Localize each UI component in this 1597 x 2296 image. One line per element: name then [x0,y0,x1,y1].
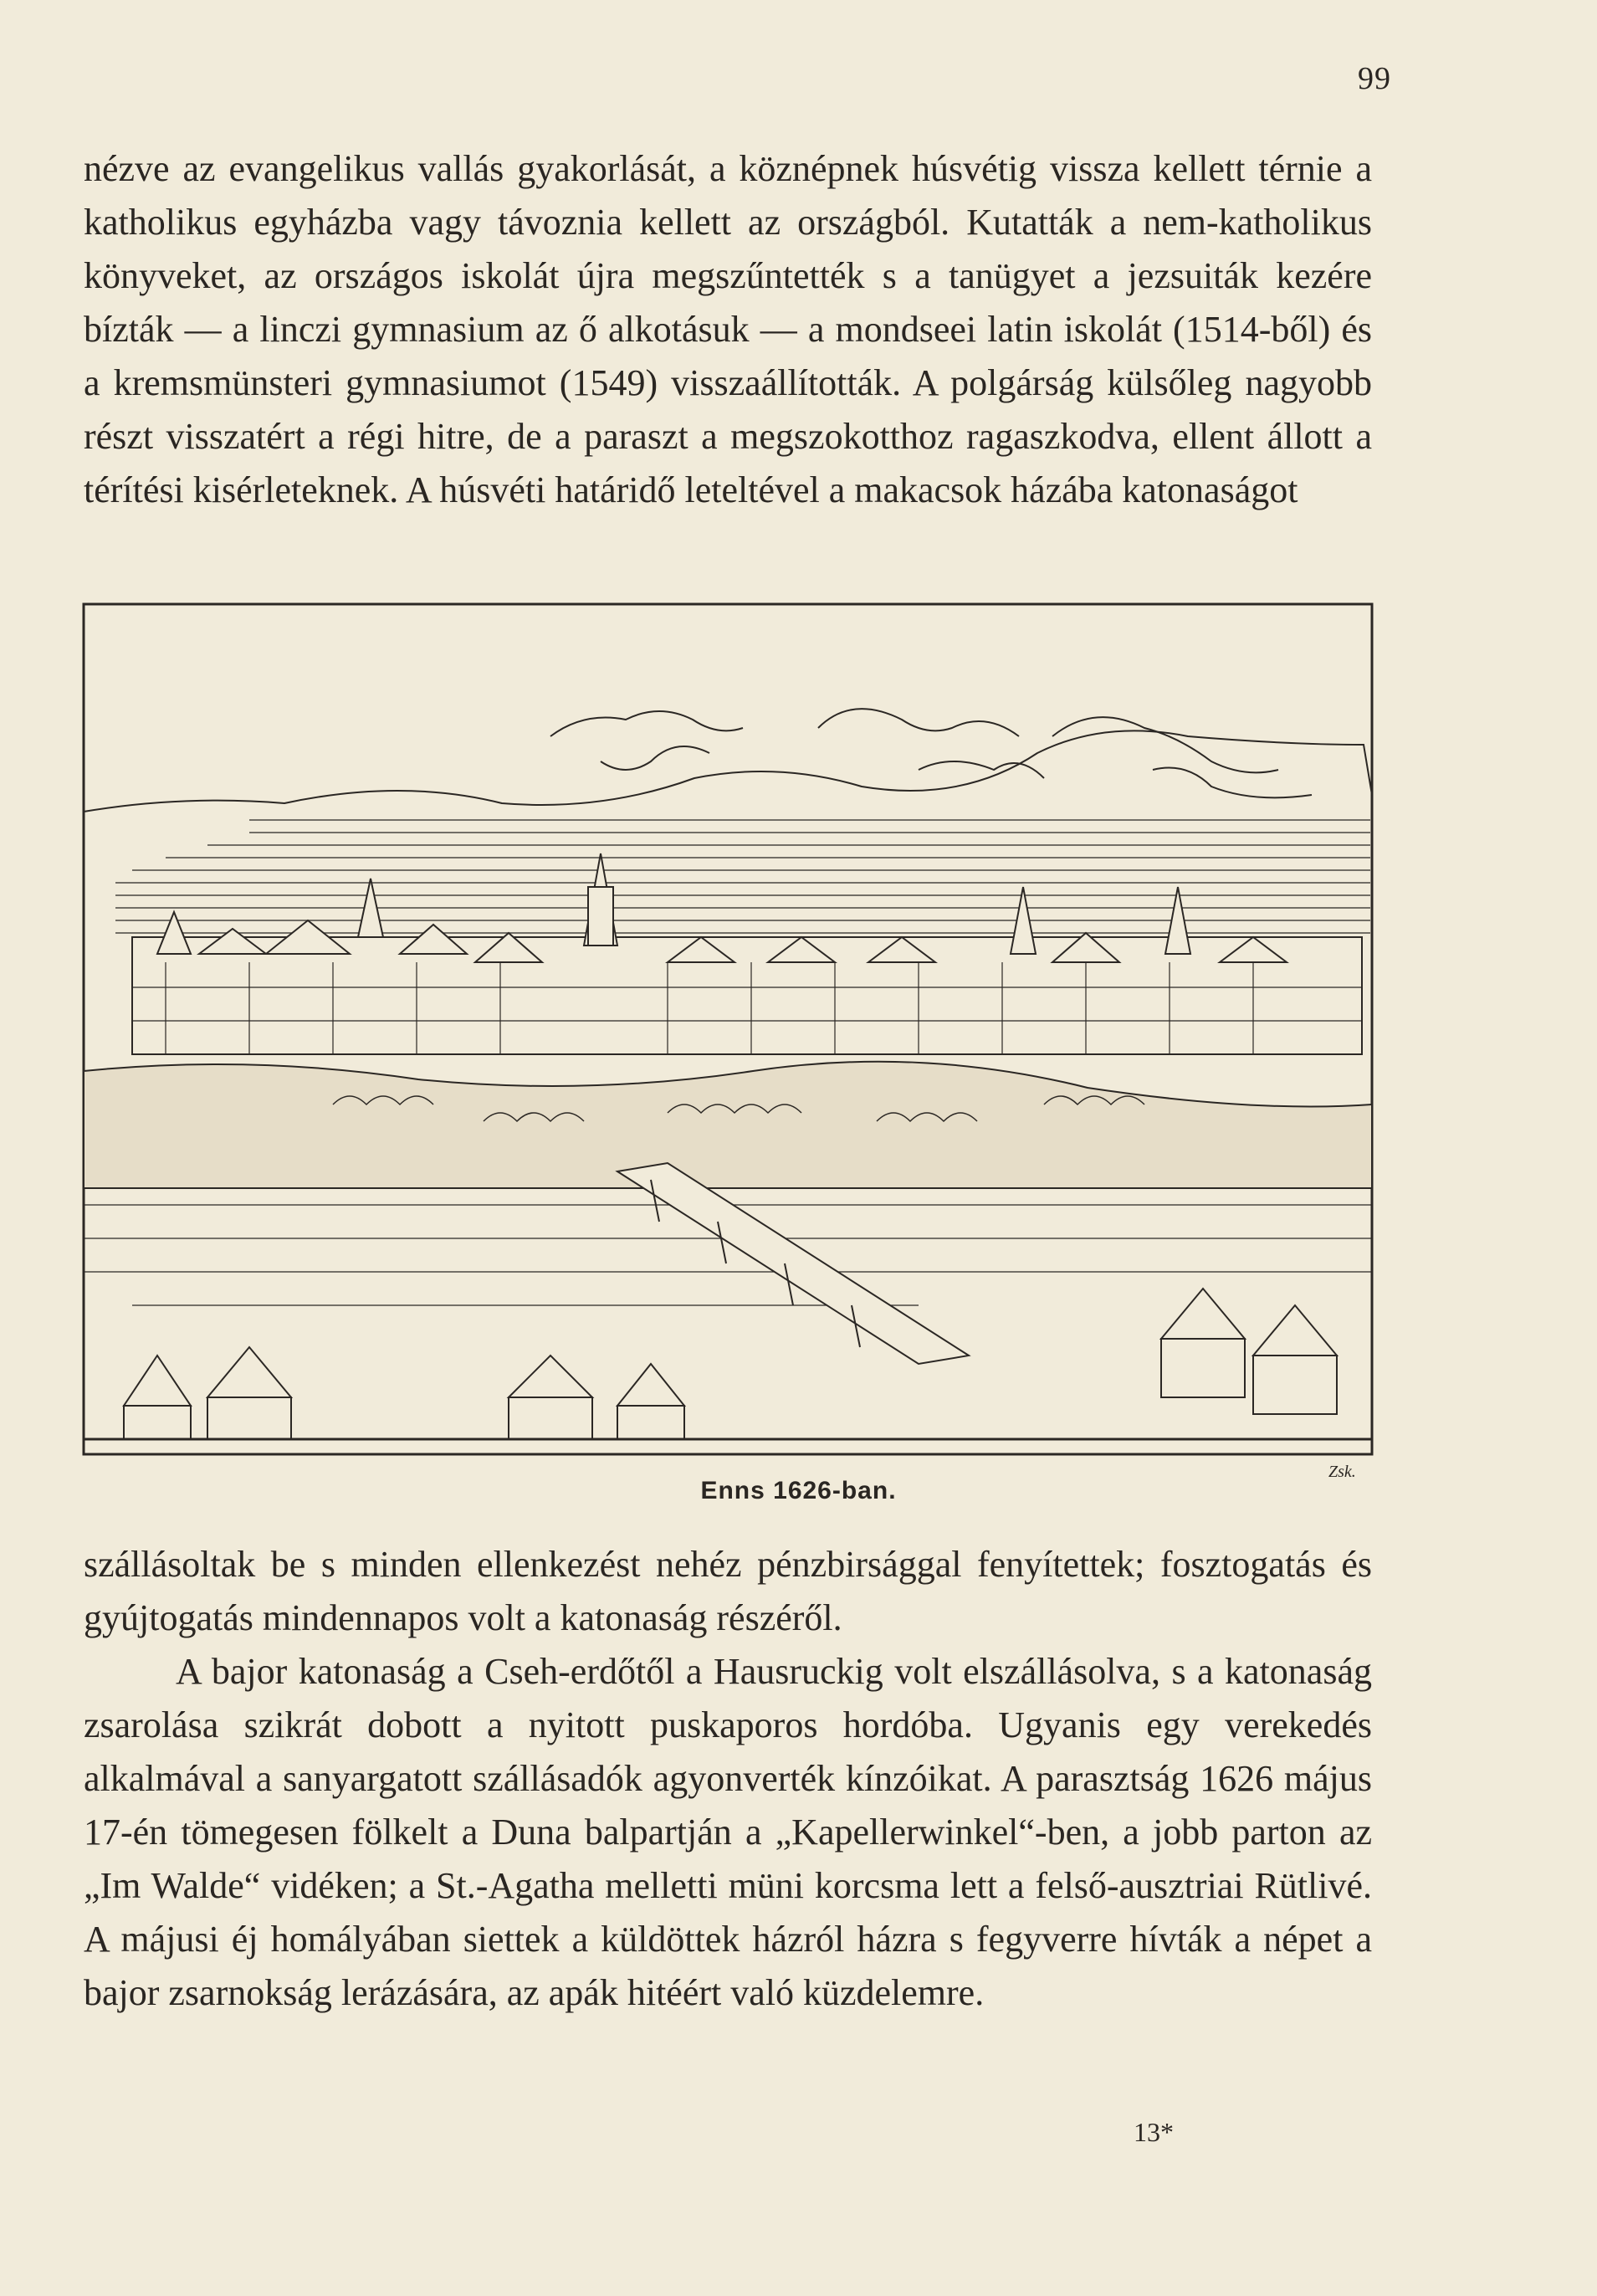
paragraph: nézve az evangelikus vallás gyakorlását, a köznépnek húsvétig vissza kellett térnie a katholikus egyházba vagy távoznia kellett az országból. Kutatták a nem-katholikus könyveket, az országos iskolát újra megszűntették s a tanügyet a jezsuiták kezére bízták — a linczi gymnasium az ő alkotásuk — a mondseei latin iskolát (1514-ből) és a kremsmünsteri gymnasiumot (1549) visszaállították. A polgárság külsőleg nagyobb részt visszatért a régi hitre, de a paraszt a megszokotthoz ragaszkodva, ellent állott a térítési kisérleteknek. A húsvéti határidő leteltével a makacsok házába katonaságot [84,148,1372,510]
distant-hills [84,730,1372,812]
body-text-bottom [84,1538,1372,2020]
engraving-enns-1626 [82,602,1374,1456]
body-text-top [84,142,1372,517]
paragraph-new: A bajor katonaság a Cseh-erdőtől a Hausruckig volt elszállásolva, s a katonaság zsarolása szikrát dobott a nyitott puskaporos hordóba. Ugyanis egy verekedés alkalmával a sanyargatott szállásadók agyonverték kínzóikat. A parasztság 1626 május 17-én tömegesen fölkelt a Duna balpartján a „Kapellerwinkel“-ben, a jobb parton az „Im Walde“ vidéken; a St.-Agatha melletti müni korcsma lett a felső-ausztriai Rütlivé. A májusi éj homályában siettek a küldöttek házról házra s fegyverre hívták a népet a bajor zsarnokság lerázására, az apák hitéért való küzdelemre. [84,1651,1372,2013]
paragraph-continued: szállásoltak be s minden ellenkezést nehéz pénzbirsággal fenyítettek; fosztogatás és gyújtogatás mindennapos volt a katonaság részéről. [84,1544,1372,1638]
foreground-houses-right [1161,1289,1337,1414]
bridge [617,1163,969,1364]
town-buildings [132,853,1362,1054]
artist-signature: Zsk. [1328,1463,1356,1481]
foreground-houses-left [124,1347,684,1439]
signature-mark: 13* [1134,2117,1174,2147]
clouds [550,709,1312,797]
figure-caption: Enns 1626-ban. [700,1477,897,1504]
page-number: 99 [1358,61,1391,96]
tree-slope [84,1062,1372,1188]
